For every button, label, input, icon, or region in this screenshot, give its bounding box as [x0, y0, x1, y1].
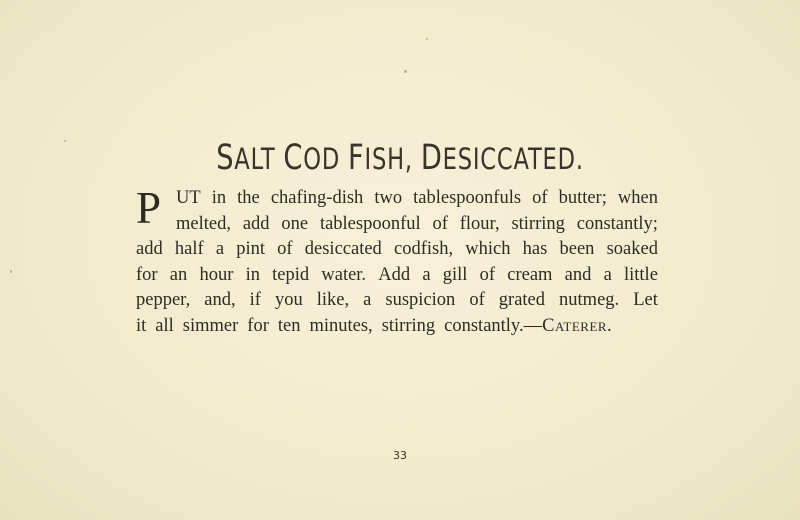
paper-speck	[426, 38, 428, 40]
word: you	[274, 290, 303, 310]
recipe-title	[88, 138, 712, 178]
word: a	[422, 264, 431, 285]
word: add	[242, 213, 270, 234]
text-line	[136, 186, 658, 212]
paper-speck	[10, 270, 12, 273]
word: has	[522, 239, 548, 259]
word: it	[136, 315, 147, 336]
word: gill	[442, 264, 468, 285]
word: half	[174, 239, 204, 259]
word: tablespoonfuls	[413, 188, 522, 208]
word: constantly;	[576, 213, 658, 234]
word: add	[136, 239, 163, 259]
word: a	[603, 264, 612, 285]
word: nutmeg.	[559, 290, 620, 310]
word: cream	[507, 264, 553, 285]
word: tablespoonful	[319, 213, 421, 234]
word: pepper,	[136, 290, 191, 310]
word: stirring	[381, 315, 436, 336]
word: in	[211, 188, 227, 208]
attribution: Caterer.	[542, 315, 613, 336]
paper-speck	[64, 140, 66, 142]
text-line-last	[136, 314, 658, 340]
word: little	[624, 264, 658, 285]
word: which	[465, 239, 511, 259]
title-word: FISH,	[348, 138, 413, 178]
word: two	[374, 188, 403, 208]
word: of	[479, 264, 496, 285]
word: of	[532, 188, 548, 208]
recipe-body	[136, 183, 658, 339]
word: chafing-dish	[270, 188, 364, 208]
word: grated	[498, 290, 546, 310]
word: melted,	[176, 213, 231, 234]
title-word: SALT	[216, 138, 276, 178]
page-number: 33	[393, 449, 407, 462]
title-word: DESICCATED.	[420, 138, 584, 178]
word: water.	[321, 264, 367, 285]
drop-cap: P	[136, 183, 162, 233]
text-line	[136, 212, 658, 238]
word: been	[559, 239, 595, 259]
text-line	[136, 263, 658, 289]
word: soaked	[606, 239, 658, 259]
word: of	[469, 290, 485, 310]
word: of	[277, 239, 293, 259]
word: like,	[316, 290, 350, 310]
word: flour,	[459, 213, 500, 234]
word: codfish,	[393, 239, 454, 259]
title-word: COD	[283, 138, 341, 178]
word: and	[564, 264, 592, 285]
word: suspicion	[385, 290, 456, 310]
word: Let	[633, 290, 658, 310]
word: UT	[176, 188, 201, 208]
word: stirring	[511, 213, 565, 234]
word: of	[432, 213, 448, 234]
word: the	[237, 188, 260, 208]
word: an	[169, 264, 188, 285]
word: and,	[204, 290, 236, 310]
word: for	[247, 315, 269, 336]
word: in	[245, 264, 260, 285]
word: if	[249, 290, 261, 310]
word: all	[155, 315, 174, 336]
word: pint	[236, 239, 265, 259]
word: when	[617, 188, 658, 208]
word: hour	[199, 264, 234, 285]
word: for	[136, 264, 158, 285]
word: ten	[277, 315, 301, 336]
word: one	[281, 213, 309, 234]
word: a	[215, 239, 225, 259]
word: desiccated	[304, 239, 382, 259]
text-line	[136, 237, 658, 263]
text-line	[136, 288, 658, 314]
word: simmer	[182, 315, 239, 336]
word: minutes,	[309, 315, 373, 336]
paper-speck	[404, 70, 407, 73]
word: butter;	[558, 188, 607, 208]
word: a	[363, 290, 372, 310]
word: Add	[378, 264, 411, 285]
word: constantly.—	[444, 315, 543, 336]
word: tepid	[272, 264, 310, 285]
